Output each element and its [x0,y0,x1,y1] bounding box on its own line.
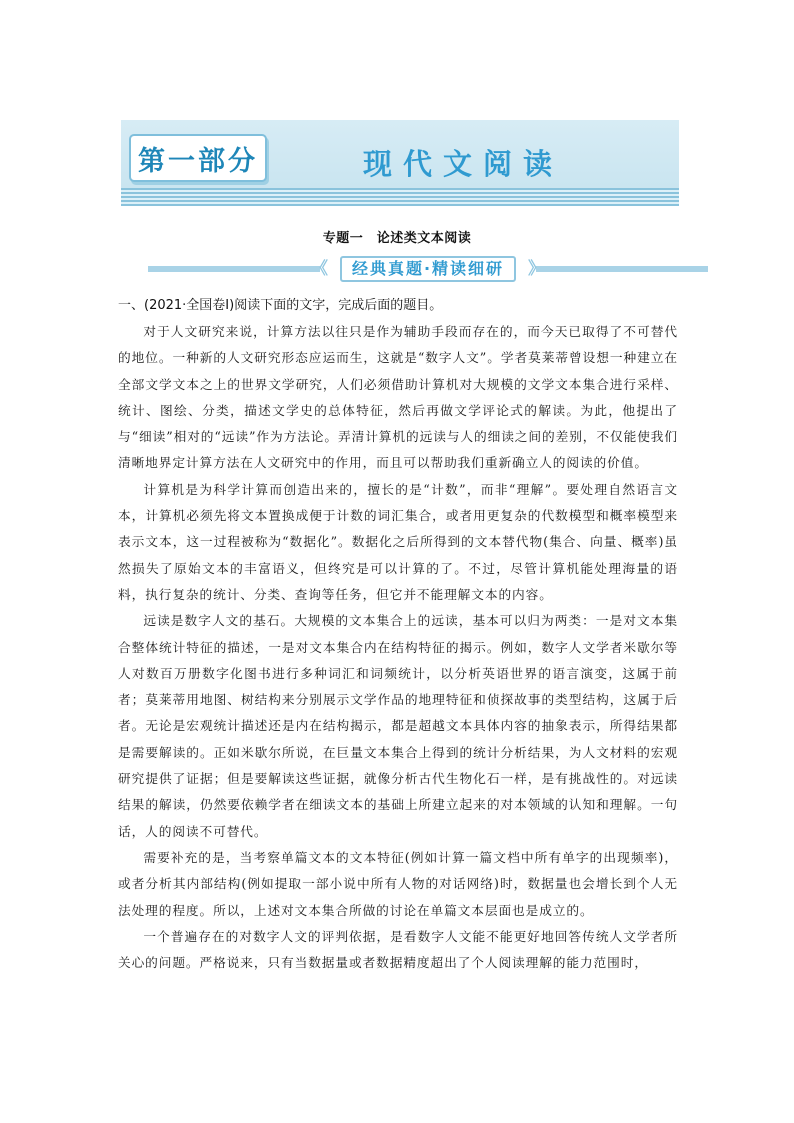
passage-paragraph: 需要补充的是，当考察单篇文本的文本特征(例如计算一篇文档中所有单字的出现频率)，或者分析其内部结构(例如提取一部小说中所有人物的对话网络)时，数据量也会增长到个人无法处理的程度。所以，上述对文本集合所做的讨论在单篇文本层面也是成立的。 [118,849,678,918]
passage-paragraph: 对于人文研究来说，计算方法以往只是作为辅助手段而存在的，而今天已取得了不可替代的地位。一种新的人文研究形态应运而生，这就是“数字人文”。学者莫莱蒂曾设想一种建立在全部文学文本之上的世界文学研究，人们必须借助计算机对大规模的文学文本集合进行采样、统计、图绘、分类，描述文学史的总体特征，然后再做文学评论式的解读。为此，他提出了与“细读”相对的“远读”作为方法论。弄清计算机的远读与人的细读之间的差别，不仅能使我们清晰地界定计算方法在人文研究中的作用，而且可以帮助我们重新确立人的阅读的价值。 [118,324,678,471]
ribbon-chevron-left-icon: 《 [311,259,328,279]
ribbon-line-left [148,266,320,272]
passage-paragraph: 计算机是为科学计算而创造出来的，擅长的是“计数”，而非“理解”。要处理自然语言文本，计算机必须先将文本置换成便于计数的词汇集合，或者用更复杂的代数模型和概率模型来表示文本，这一过程被称为“数据化”。数据化之后所得到的文本替代物(集合、向量、概率)虽然损失了原始文本的丰富语义，但终究是可以计算的了。不过，尽管计算机能处理海量的语料，执行复杂的统计、分类、查询等任务，但它并不能理解文本的内容。 [118,481,678,602]
ribbon-chevron-right-icon: 》 [528,259,545,279]
reading-content [118,293,678,976]
passage-paragraph: 远读是数字人文的基石。大规模的文本集合上的远读，基本可以归为两类：一是对文本集合整体统计特征的描述，一是对文本集合内在结构特征的揭示。例如，数字人文学者米歇尔等人对数百万册数字化图书进行多种词汇和词频统计，以分析英语世界的语言演变，这属于前者；莫莱蒂用地图、树结构来分别展示文学作品的地理特征和侦探故事的类型结构，这属于后者。无论是宏观统计描述还是内在结构揭示，都是超越文本具体内容的抽象表示，所得结果都是需要解读的。正如米歇尔所说，在巨量文本集合上得到的统计分析结果，为人文材料的宏观研究提供了证据；但是要解读这些证据，就像分析古代生物化石一样，是有挑战性的。对远读结果的解读，仍然要依赖学者在细读文本的基础上所建立起来的对本领域的认知和理解。一句话，人的阅读不可替代。 [118,613,678,839]
section-title: 现代文阅读 [363,147,564,181]
banner-stripes [121,188,679,206]
question-intro: 一、(2021·全国卷Ⅰ)阅读下面的文字，完成后面的题目。 [118,298,443,313]
topic-title: 专题一 论述类文本阅读 [322,231,472,246]
part-banner [121,120,679,206]
ribbon-line-right [536,266,708,272]
part-label-box [129,134,267,182]
part-label: 第一部分 [138,145,258,177]
passage-paragraph: 一个普遍存在的对数字人文的评判依据，是看数字人文能不能更好地回答传统人文学者所关心的问题。严格说来，只有当数据量或者数据精度超出了个人阅读理解的能力范围时， [118,928,678,971]
ribbon-label: 经典真题·精读细研 [340,256,516,282]
ribbon-label-wrap [320,256,536,282]
section-ribbon [148,256,708,282]
